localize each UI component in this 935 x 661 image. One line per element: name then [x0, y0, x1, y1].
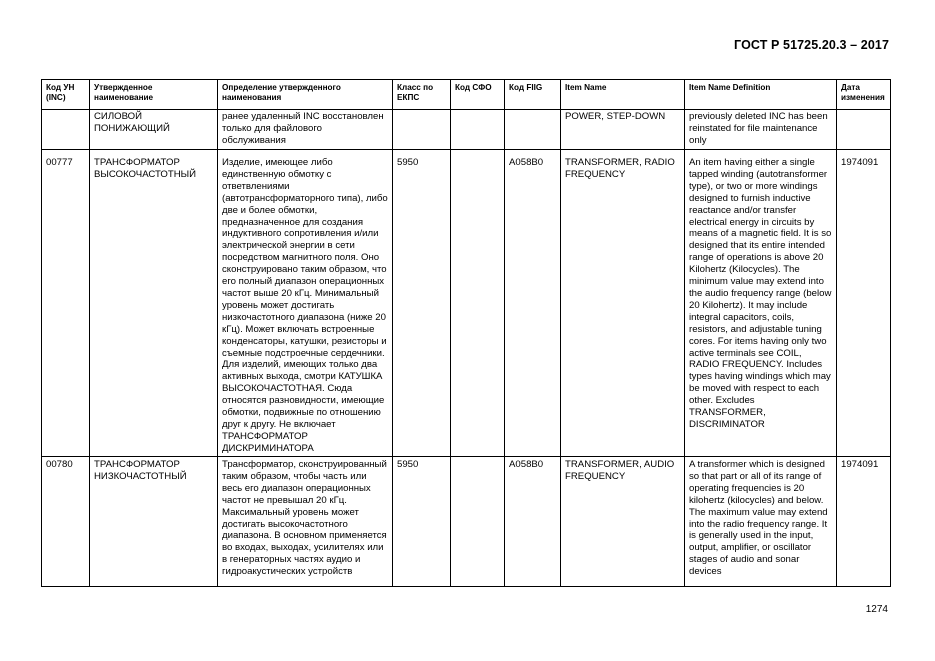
cell-inc: [42, 110, 90, 150]
cell-change-date: 1974091: [837, 457, 891, 587]
cell-approved-name: ТРАНСФОРМАТОР ВЫСОКОЧАСТОТНЫЙ: [90, 150, 218, 457]
cell-item-name-definition: An item having either a single tapped winding (autotransformer type), or two or more windings designed to furnish inductive reactance and/or transfer electrical energy in circuits by means of a magnetic field. It is so designed that its entire intended range of operations is above 20 Kilohertz (Kilocycles). The minimum value may extend into the audio frequency range (below 20 Kilohertz). It may include integral capacitors, coils, resistors, and adjustable tuning cores. For items having only two active terminals see COIL, RADIO FREQUENCY. Includes types having windings which may be moved with respect to each other. Excludes TRANSFORMER, DISCRIMINATOR: [685, 150, 837, 457]
page-number: 1274: [865, 604, 888, 615]
cell-fiig: A058B0: [505, 150, 561, 457]
table-header-row: [42, 80, 891, 110]
cell-definition: Изделие, имеющее либо единственную обмотку с ответвлениями (автотрансформаторного типа), либо две и более обмотки, предназначенное для создания индуктивного сопротивления и/или электрической энергии в сети посредством магнитного поля. Оно сконструировано таким образом, что его полный диапазон операционных частот выше 20 кГц. Минимальный уровень может достигать низкочастотного диапазона (ниже 20 кГц). Может включать встроенные конденсаторы, катушки, резисторы и съемные подстроечные сердечники. Для изделий, имеющих только два активных выхода, смотри КАТУШКА ВЫСОКОЧАСТОТНАЯ. Сюда относятся разновидности, имеющие обмотки, подвижные по отношению друг к другу. Не включает ТРАНСФОРМАТОР ДИСКРИМИНАТОРА: [218, 150, 393, 457]
column-header-class: Класс по ЕКПС: [393, 80, 451, 110]
cell-item-name-definition: A transformer which is designed so that part or all of its range of operating frequencies is 20 kilohertz (kilocycles) and below. The maximum value may extend into the radio frequency range. It is generally used in the input, output, amplifier, or oscillator stages of audio and sonar devices: [685, 457, 837, 587]
column-header-definition: Определение утвержденного наименования: [218, 80, 393, 110]
cell-item-name: TRANSFORMER, RADIO FREQUENCY: [561, 150, 685, 457]
cell-definition: ранее удаленный INC восстановлен только для файлового обслуживания: [218, 110, 393, 150]
document-standard-title: ГОСТ Р 51725.20.3 – 2017: [734, 38, 889, 52]
cell-approved-name: ТРАНСФОРМАТОР НИЗКОЧАСТОТНЫЙ: [90, 457, 218, 587]
column-header-fiig: Код FIIG: [505, 80, 561, 110]
cell-item-name: POWER, STEP-DOWN: [561, 110, 685, 150]
cell-class: 5950: [393, 457, 451, 587]
cell-change-date: [837, 110, 891, 150]
column-header-item-name-definition: Item Name Definition: [685, 80, 837, 110]
catalog-table: [41, 79, 891, 587]
cell-class: 5950: [393, 150, 451, 457]
column-header-inc: Код УН (INC): [42, 80, 90, 110]
cell-fiig: A058B0: [505, 457, 561, 587]
cell-class: [393, 110, 451, 150]
cell-inc: 00777: [42, 150, 90, 457]
cell-sfo: [451, 150, 505, 457]
table-row: [42, 150, 891, 457]
cell-sfo: [451, 457, 505, 587]
column-header-sfo: Код СФО: [451, 80, 505, 110]
column-header-approved-name: Утвержденное наименование: [90, 80, 218, 110]
cell-fiig: [505, 110, 561, 150]
cell-inc: 00780: [42, 457, 90, 587]
table-row: [42, 457, 891, 587]
cell-item-name: TRANSFORMER, AUDIO FREQUENCY: [561, 457, 685, 587]
cell-item-name-definition: previously deleted INC has been reinstated for file maintenance only: [685, 110, 837, 150]
cell-approved-name: СИЛОВОЙ ПОНИЖАЮЩИЙ: [90, 110, 218, 150]
cell-definition: Трансформатор, сконструированный таким образом, чтобы часть или весь его диапазон операционных частот не превышал 20 кГц. Максимальный уровень может достигать высокочастотного диапазона. В основном применяется во входах, выходах, усилителях или в генераторных частях аудио и гидроакустических устройств: [218, 457, 393, 587]
cell-change-date: 1974091: [837, 150, 891, 457]
column-header-change-date: Дата изменения: [837, 80, 891, 110]
cell-sfo: [451, 110, 505, 150]
column-header-item-name: Item Name: [561, 80, 685, 110]
table-row: [42, 110, 891, 150]
